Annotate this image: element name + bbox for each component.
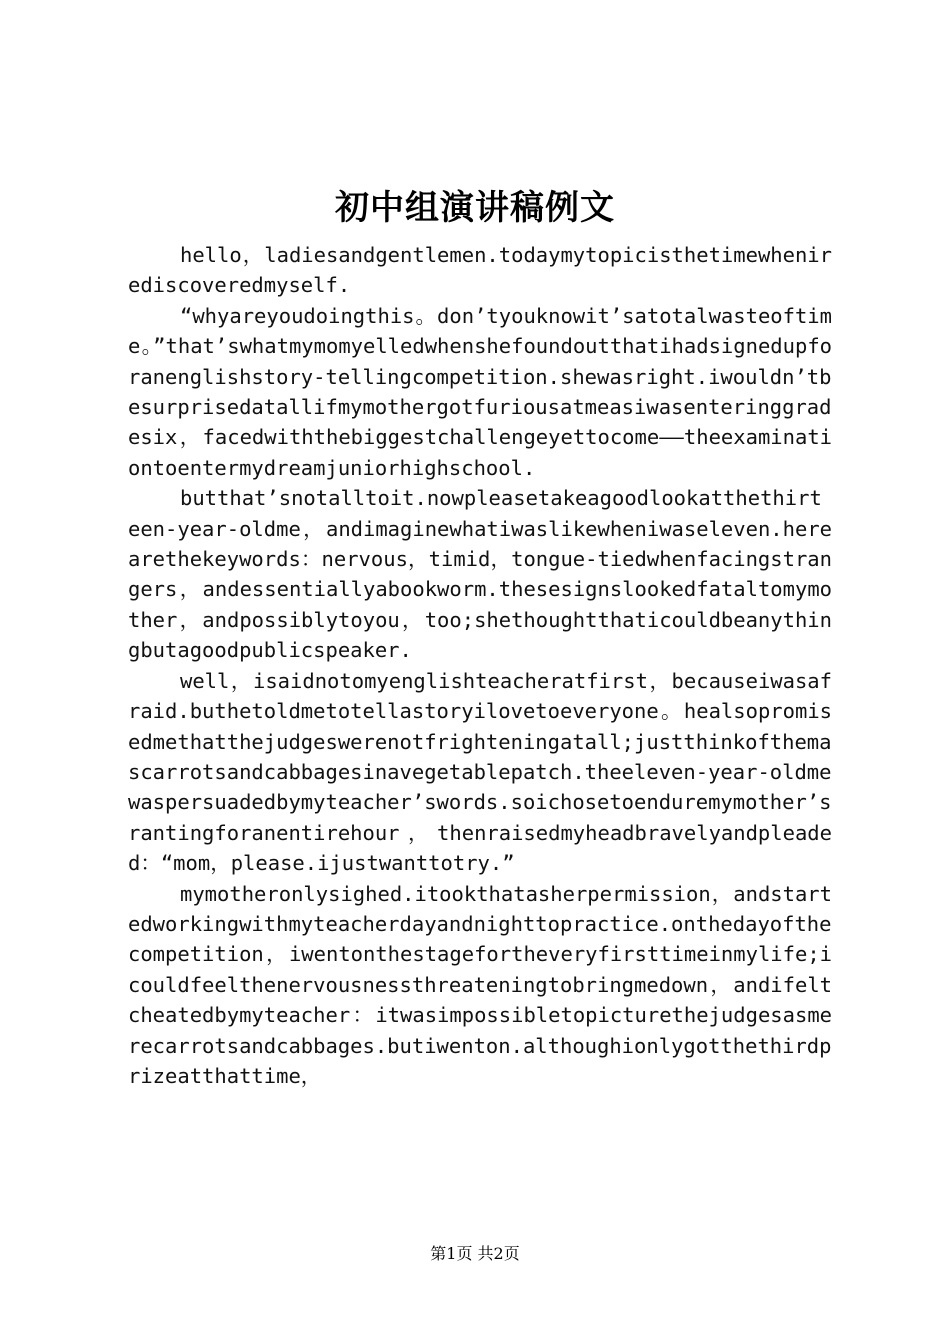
paragraph: butthat’snotalltoit.nowpleasetakeagoodlookatthethirteen-year-oldme，andimaginewhatiwaslikewheniwaseleven.herearethekeywords：nervous，timid，tongue-tiedwhenfacingstrangers，andessentiallyabookworm.thesesignslookedfataltomymother，andpossiblytoyou，too;shethoughtthaticouldbeanythingbutagoodpublicspeaker. <box>128 486 832 663</box>
page-footer: 第1页 共2页 <box>430 1244 520 1263</box>
paragraph: mymotheronlysighed.itookthatasherpermission，andstartedworkingwithmyteacherdayandnighttopractice.onthedayofthecompetition，iwentonthestagefortheveryfirsttimeinmylife;icouldfeelthenervousnessthreateningtobringmedown，andifeltcheatedbymyteacher：itwasimpossibletopicturethejudgesasmerecarrotsandcabbages.butiwenton.althoughionlygotthethirdprizeatthattime， <box>128 881 832 1088</box>
document-title: 初中组演讲稿例文 <box>335 188 615 228</box>
paragraph: “whyareyoudoingthis。don’tyouknowit’satotalwasteoftime。”that’swhatmymomyelledwhenshefoundoutthatihadsignedupforanenglishstory-tellingcompetition.shewasright.iwouldn’tbesurprisedatallifmymothergotfuriousatmeasiwasenteringgradesix，facedwiththebiggestchallengeyettocome——theexaminationtoentermydreamjuniorhighschool. <box>128 303 832 480</box>
paragraph: well，isaidnotomyenglishteacheratfirst，becauseiwasafraid.buthetoldmetotellastoryilovetoeveryone。healsopromisedmethatthejudgeswerenotfrighteningatall;justthinkofthemascarrotsandcabbagesinavegetablepatch.theeleven-year-oldmewaspersuadedbymyteacher’swords.soichosetoenduremymother’srantingforanentirehour，thenraisedmyheadbravelyandpleaded：“mom，please.ijustwanttotry.” <box>128 668 832 876</box>
document-body <box>128 240 832 1091</box>
paragraph: hello，ladiesandgentlemen.todaymytopicisthetimewhenirediscoveredmyself. <box>128 243 832 298</box>
